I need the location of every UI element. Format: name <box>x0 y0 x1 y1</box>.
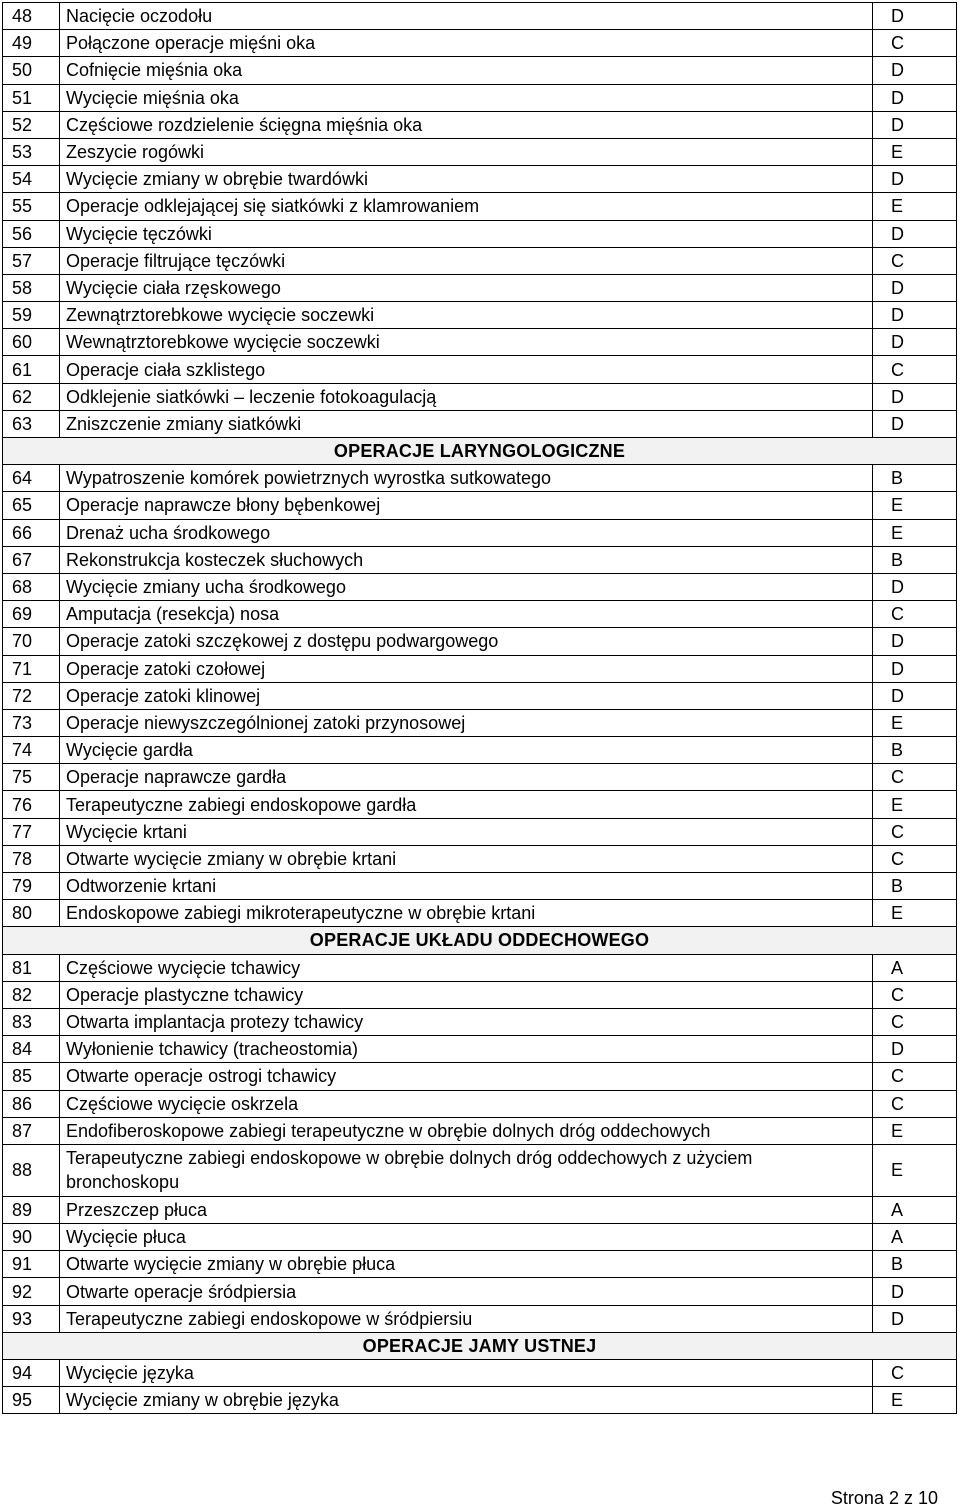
table-row <box>3 1117 957 1144</box>
table-row <box>3 764 957 791</box>
row-number: 62 <box>3 383 60 410</box>
category-code: D <box>873 84 957 111</box>
table-row <box>3 519 957 546</box>
procedure-name: Wypatroszenie komórek powietrznych wyrostka sutkowatego <box>60 465 873 492</box>
procedure-name: Wycięcie płuca <box>60 1224 873 1251</box>
table-row <box>3 791 957 818</box>
table-row <box>3 1144 957 1196</box>
table-row <box>3 845 957 872</box>
category-code: D <box>873 57 957 84</box>
table-row <box>3 1387 957 1414</box>
category-code: D <box>873 220 957 247</box>
category-code: C <box>873 845 957 872</box>
table-row <box>3 737 957 764</box>
section-header-row <box>3 438 957 465</box>
procedure-name: Operacje ciała szklistego <box>60 356 873 383</box>
table-row <box>3 573 957 600</box>
procedure-name: Otwarte operacje ostrogi tchawicy <box>60 1063 873 1090</box>
procedure-name: Operacje odklejającej się siatkówki z klamrowaniem <box>60 193 873 220</box>
table-row <box>3 356 957 383</box>
row-number: 64 <box>3 465 60 492</box>
category-code: D <box>873 274 957 301</box>
row-number: 57 <box>3 247 60 274</box>
table-row <box>3 302 957 329</box>
row-number: 63 <box>3 410 60 437</box>
category-code: D <box>873 329 957 356</box>
category-code: D <box>873 628 957 655</box>
row-number: 66 <box>3 519 60 546</box>
row-number: 86 <box>3 1090 60 1117</box>
category-code: E <box>873 791 957 818</box>
procedure-name: Wycięcie zmiany w obrębie języka <box>60 1387 873 1414</box>
category-code: B <box>873 465 957 492</box>
category-code: A <box>873 954 957 981</box>
table-row <box>3 818 957 845</box>
section-title: OPERACJE LARYNGOLOGICZNE <box>3 438 957 465</box>
procedure-name: Otwarte wycięcie zmiany w obrębie krtani <box>60 845 873 872</box>
row-number: 60 <box>3 329 60 356</box>
category-code: D <box>873 166 957 193</box>
table-row <box>3 1063 957 1090</box>
row-number: 55 <box>3 193 60 220</box>
page-number: Strona 2 z 10 <box>830 1488 938 1508</box>
category-code: E <box>873 1387 957 1414</box>
row-number: 61 <box>3 356 60 383</box>
row-number: 90 <box>3 1224 60 1251</box>
table-row <box>3 873 957 900</box>
row-number: 85 <box>3 1063 60 1090</box>
row-number: 67 <box>3 546 60 573</box>
category-code: B <box>873 873 957 900</box>
table-row <box>3 1090 957 1117</box>
category-code: D <box>873 111 957 138</box>
procedure-name: Operacje naprawcze błony bębenkowej <box>60 492 873 519</box>
category-code: A <box>873 1224 957 1251</box>
table-row <box>3 709 957 736</box>
row-number: 72 <box>3 682 60 709</box>
row-number: 94 <box>3 1360 60 1387</box>
category-code: B <box>873 1251 957 1278</box>
row-number: 56 <box>3 220 60 247</box>
procedure-name: Zeszycie rogówki <box>60 138 873 165</box>
category-code: D <box>873 573 957 600</box>
category-code: B <box>873 546 957 573</box>
table-row <box>3 1360 957 1387</box>
row-number: 78 <box>3 845 60 872</box>
procedure-name: Odklejenie siatkówki – leczenie fotokoagulacją <box>60 383 873 410</box>
category-code: D <box>873 1305 957 1332</box>
row-number: 58 <box>3 274 60 301</box>
table-row <box>3 247 957 274</box>
row-number: 89 <box>3 1196 60 1223</box>
category-code: C <box>873 1090 957 1117</box>
category-code: C <box>873 1008 957 1035</box>
table-row <box>3 628 957 655</box>
procedure-name: Wycięcie zmiany w obrębie twardówki <box>60 166 873 193</box>
row-number: 71 <box>3 655 60 682</box>
table-row <box>3 274 957 301</box>
category-code: D <box>873 383 957 410</box>
procedure-name: Przeszczep płuca <box>60 1196 873 1223</box>
row-number: 92 <box>3 1278 60 1305</box>
table-row <box>3 465 957 492</box>
category-code: D <box>873 655 957 682</box>
table-row <box>3 138 957 165</box>
procedure-name: Operacje zatoki szczękowej z dostępu podwargowego <box>60 628 873 655</box>
section-header-row <box>3 1332 957 1359</box>
procedure-name: Połączone operacje mięśni oka <box>60 30 873 57</box>
procedure-name: Operacje filtrujące tęczówki <box>60 247 873 274</box>
table-row <box>3 1224 957 1251</box>
row-number: 50 <box>3 57 60 84</box>
procedure-name: Zniszczenie zmiany siatkówki <box>60 410 873 437</box>
procedure-name: Terapeutyczne zabiegi endoskopowe w obrębie dolnych dróg oddechowych z użyciem bronchoskopu <box>60 1144 873 1196</box>
procedure-name: Częściowe rozdzielenie ścięgna mięśnia oka <box>60 111 873 138</box>
procedure-name: Nacięcie oczodołu <box>60 3 873 30</box>
table-row <box>3 220 957 247</box>
procedure-name: Wycięcie ciała rzęskowego <box>60 274 873 301</box>
row-number: 93 <box>3 1305 60 1332</box>
procedures-table <box>2 2 957 1414</box>
row-number: 82 <box>3 981 60 1008</box>
category-code: E <box>873 519 957 546</box>
table-row <box>3 3 957 30</box>
row-number: 91 <box>3 1251 60 1278</box>
table-row <box>3 383 957 410</box>
procedure-name: Wycięcie języka <box>60 1360 873 1387</box>
table-row <box>3 981 957 1008</box>
table-row <box>3 84 957 111</box>
row-number: 77 <box>3 818 60 845</box>
table-row <box>3 1196 957 1223</box>
table-row <box>3 1008 957 1035</box>
procedure-name: Częściowe wycięcie tchawicy <box>60 954 873 981</box>
category-code: E <box>873 138 957 165</box>
table-row <box>3 1305 957 1332</box>
category-code: D <box>873 410 957 437</box>
section-title: OPERACJE JAMY USTNEJ <box>3 1332 957 1359</box>
table-row <box>3 329 957 356</box>
category-code: C <box>873 601 957 628</box>
category-code: C <box>873 247 957 274</box>
table-row <box>3 57 957 84</box>
row-number: 69 <box>3 601 60 628</box>
procedure-name: Operacje niewyszczególnionej zatoki przynosowej <box>60 709 873 736</box>
row-number: 84 <box>3 1036 60 1063</box>
category-code: C <box>873 981 957 1008</box>
category-code: D <box>873 682 957 709</box>
table-row <box>3 1036 957 1063</box>
procedure-name: Operacje naprawcze gardła <box>60 764 873 791</box>
table-row <box>3 166 957 193</box>
table-row <box>3 601 957 628</box>
procedure-name: Otwarta implantacja protezy tchawicy <box>60 1008 873 1035</box>
procedure-name: Wycięcie krtani <box>60 818 873 845</box>
row-number: 51 <box>3 84 60 111</box>
procedure-name: Operacje zatoki klinowej <box>60 682 873 709</box>
row-number: 53 <box>3 138 60 165</box>
procedure-name: Otwarte wycięcie zmiany w obrębie płuca <box>60 1251 873 1278</box>
table-row <box>3 410 957 437</box>
procedure-name: Rekonstrukcja kosteczek słuchowych <box>60 546 873 573</box>
table-row <box>3 1251 957 1278</box>
procedure-name: Wyłonienie tchawicy (tracheostomia) <box>60 1036 873 1063</box>
category-code: E <box>873 193 957 220</box>
row-number: 88 <box>3 1144 60 1196</box>
category-code: D <box>873 1278 957 1305</box>
table-row <box>3 954 957 981</box>
procedure-name: Amputacja (resekcja) nosa <box>60 601 873 628</box>
category-code: E <box>873 709 957 736</box>
table-row <box>3 193 957 220</box>
procedure-name: Wewnątrztorebkowe wycięcie soczewki <box>60 329 873 356</box>
procedure-name: Operacje zatoki czołowej <box>60 655 873 682</box>
category-code: E <box>873 900 957 927</box>
row-number: 95 <box>3 1387 60 1414</box>
procedure-name: Częściowe wycięcie oskrzela <box>60 1090 873 1117</box>
table-row <box>3 900 957 927</box>
category-code: C <box>873 818 957 845</box>
table-row <box>3 1278 957 1305</box>
procedure-name: Endoskopowe zabiegi mikroterapeutyczne w obrębie krtani <box>60 900 873 927</box>
procedure-name: Cofnięcie mięśnia oka <box>60 57 873 84</box>
row-number: 70 <box>3 628 60 655</box>
procedure-name: Zewnątrztorebkowe wycięcie soczewki <box>60 302 873 329</box>
procedure-name: Wycięcie gardła <box>60 737 873 764</box>
row-number: 48 <box>3 3 60 30</box>
row-number: 87 <box>3 1117 60 1144</box>
row-number: 76 <box>3 791 60 818</box>
row-number: 59 <box>3 302 60 329</box>
procedure-name: Operacje plastyczne tchawicy <box>60 981 873 1008</box>
category-code: C <box>873 356 957 383</box>
table-row <box>3 30 957 57</box>
category-code: B <box>873 737 957 764</box>
category-code: C <box>873 1360 957 1387</box>
category-code: A <box>873 1196 957 1223</box>
row-number: 80 <box>3 900 60 927</box>
table-row <box>3 492 957 519</box>
procedure-name: Odtworzenie krtani <box>60 873 873 900</box>
category-code: C <box>873 30 957 57</box>
procedure-name: Wycięcie tęczówki <box>60 220 873 247</box>
section-header-row <box>3 927 957 954</box>
category-code: E <box>873 1144 957 1196</box>
procedure-name: Wycięcie mięśnia oka <box>60 84 873 111</box>
table-row <box>3 546 957 573</box>
category-code: D <box>873 1036 957 1063</box>
row-number: 68 <box>3 573 60 600</box>
row-number: 65 <box>3 492 60 519</box>
row-number: 49 <box>3 30 60 57</box>
row-number: 73 <box>3 709 60 736</box>
table-row <box>3 655 957 682</box>
row-number: 74 <box>3 737 60 764</box>
category-code: C <box>873 764 957 791</box>
section-title: OPERACJE UKŁADU ODDECHOWEGO <box>3 927 957 954</box>
row-number: 83 <box>3 1008 60 1035</box>
row-number: 52 <box>3 111 60 138</box>
category-code: D <box>873 3 957 30</box>
category-code: E <box>873 1117 957 1144</box>
procedure-name: Otwarte operacje śródpiersia <box>60 1278 873 1305</box>
procedure-name: Terapeutyczne zabiegi endoskopowe w śródpiersiu <box>60 1305 873 1332</box>
row-number: 79 <box>3 873 60 900</box>
category-code: C <box>873 1063 957 1090</box>
category-code: D <box>873 302 957 329</box>
table-row <box>3 682 957 709</box>
row-number: 54 <box>3 166 60 193</box>
row-number: 75 <box>3 764 60 791</box>
procedure-name: Endofiberoskopowe zabiegi terapeutyczne w obrębie dolnych dróg oddechowych <box>60 1117 873 1144</box>
procedure-name: Wycięcie zmiany ucha środkowego <box>60 573 873 600</box>
category-code: E <box>873 492 957 519</box>
procedure-name: Drenaż ucha środkowego <box>60 519 873 546</box>
row-number: 81 <box>3 954 60 981</box>
procedure-name: Terapeutyczne zabiegi endoskopowe gardła <box>60 791 873 818</box>
table-row <box>3 111 957 138</box>
